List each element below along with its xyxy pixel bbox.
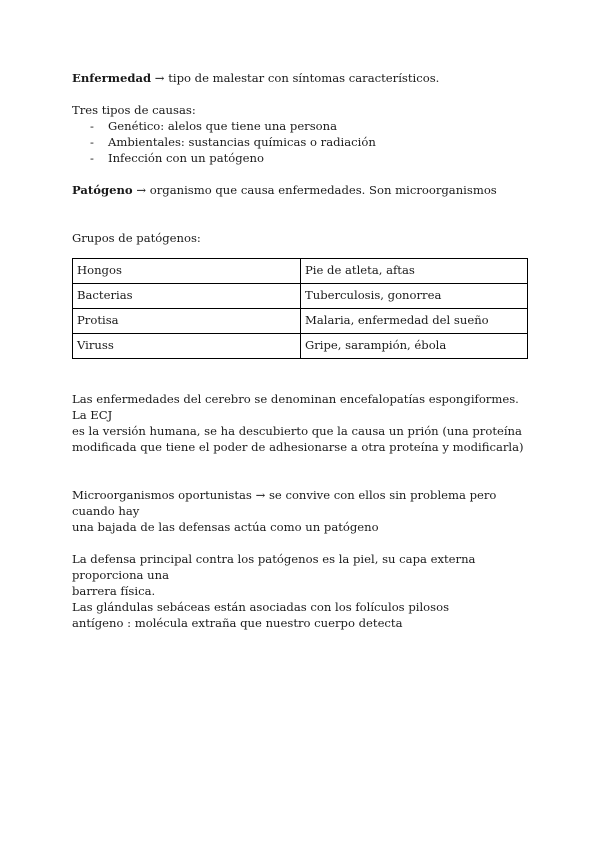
table-cell-group: Viruss	[73, 334, 301, 359]
arrow-icon: →	[154, 71, 165, 85]
table-cell-examples: Gripe, sarampión, ébola	[301, 334, 528, 359]
definition-enfermedad	[72, 70, 528, 86]
text-line: modificada que tiene el poder de adhesionarse a otra proteína y modificarla)	[72, 440, 524, 454]
table-cell-group: Hongos	[73, 259, 301, 284]
list-item	[72, 118, 528, 134]
table-cell-examples: Tuberculosis, gonorrea	[301, 284, 528, 309]
table-row	[73, 284, 528, 309]
list-item-text: Ambientales: sustancias químicas o radiación	[108, 135, 376, 149]
term-patogeno: Patógeno	[72, 183, 133, 197]
text-line: una bajada de las defensas actúa como un patógeno	[72, 520, 379, 534]
text-line: barrera física.	[72, 584, 156, 598]
defense-paragraph	[72, 551, 528, 631]
table-row	[73, 334, 528, 359]
table-cell-examples: Malaria, enfermedad del sueño	[301, 309, 528, 334]
dash-bullet-icon: -	[90, 119, 94, 133]
table-cell-group: Protisa	[73, 309, 301, 334]
dash-bullet-icon: -	[90, 135, 94, 149]
pathogen-table	[72, 258, 528, 359]
text-line: es la versión humana, se ha descubierto que la causa un prión (una proteína	[72, 424, 522, 438]
definition-patogeno-text: organismo que causa enfermedades. Son microorganismos	[149, 183, 497, 197]
prion-paragraph	[72, 391, 528, 455]
list-item	[72, 134, 528, 150]
text-line: antígeno : molécula extraña que nuestro cuerpo detecta	[72, 616, 403, 630]
text-line: Las glándulas sebáceas están asociadas con los folículos pilosos	[72, 600, 450, 614]
term-enfermedad: Enfermedad	[72, 71, 152, 85]
text-line: La defensa principal contra los patógenos es la piel, su capa externa proporciona una	[72, 552, 476, 582]
list-item-text: Infección con un patógeno	[108, 151, 264, 165]
definition-enfermedad-text: tipo de malestar con síntomas característicos.	[168, 71, 440, 85]
causes-heading: Tres tipos de causas:	[72, 103, 196, 117]
document-page	[72, 70, 528, 631]
arrow-icon: →	[136, 183, 147, 197]
table-cell-examples: Pie de atleta, aftas	[301, 259, 528, 284]
definition-patogeno	[72, 182, 528, 198]
groups-heading: Grupos de patógenos:	[72, 231, 201, 245]
table-cell-group: Bacterias	[73, 284, 301, 309]
table-row	[73, 259, 528, 284]
table-row	[73, 309, 528, 334]
opportunists-paragraph	[72, 487, 528, 535]
list-item	[72, 150, 528, 166]
text-line: Microorganismos oportunistas → se convive con ellos sin problema pero cuando hay	[72, 488, 497, 518]
list-item-text: Genético: alelos que tiene una persona	[108, 119, 338, 133]
causes-list	[72, 118, 528, 166]
dash-bullet-icon: -	[90, 151, 94, 165]
text-line: Las enfermedades del cerebro se denominan encefalopatías espongiformes. La ECJ	[72, 392, 519, 422]
